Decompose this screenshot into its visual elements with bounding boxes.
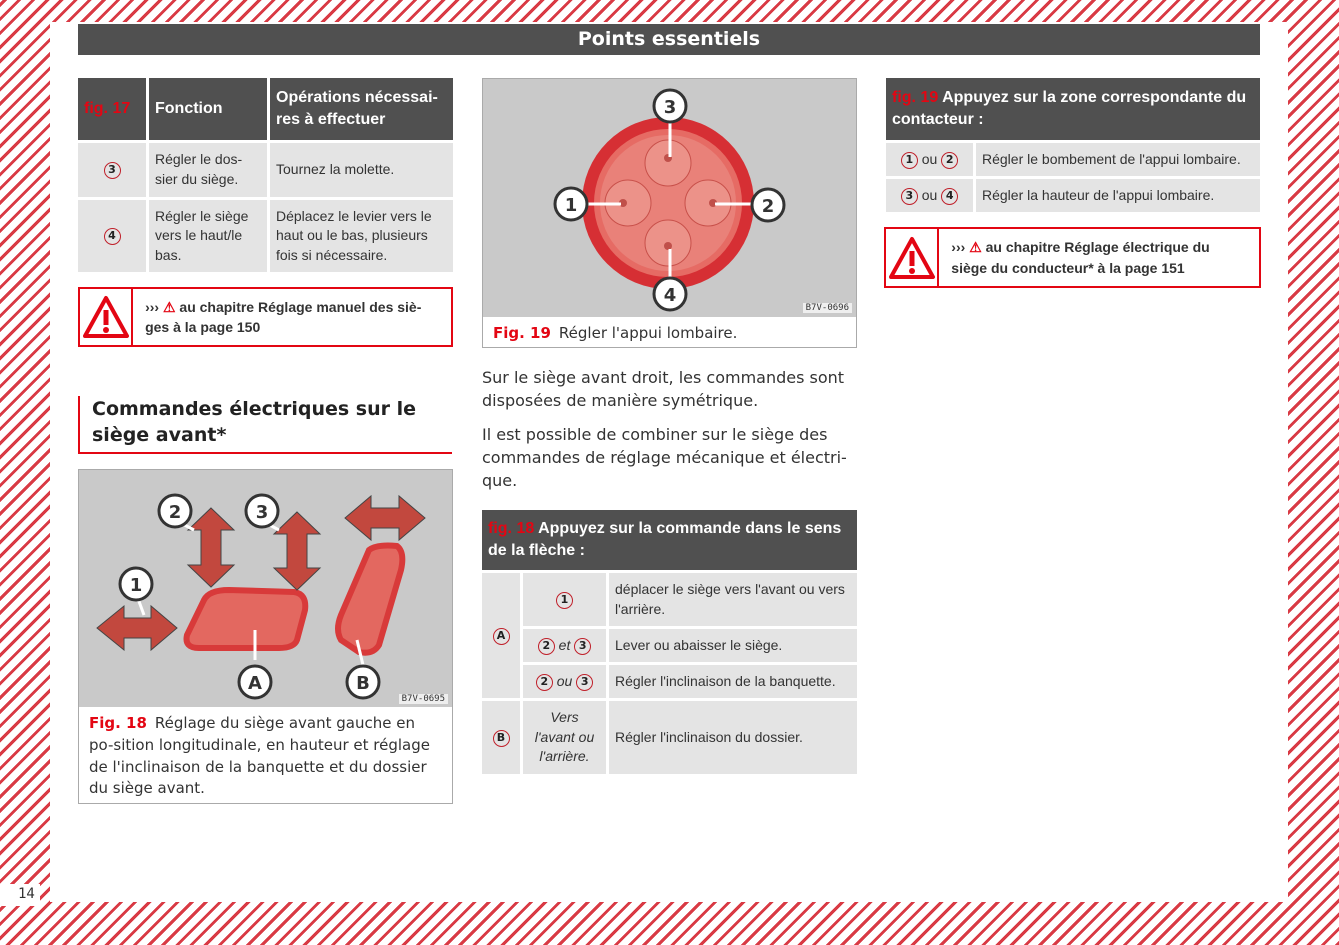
paragraph: Sur le siège avant droit, les commandes sont disposées de manière symétrique. bbox=[482, 368, 845, 411]
cell-fonction: Régler le siège vers le haut/le bas. bbox=[149, 200, 267, 272]
num-marker: 2 bbox=[536, 674, 553, 691]
table-header-fig: fig. 17 bbox=[78, 78, 146, 140]
caption-text: Réglage du siège avant gauche en po-sition longitudinale, en hauteur et réglage de l'inclinaison de la banquette et du dossier du siège avant. bbox=[89, 714, 430, 798]
caption-text: Régler l'appui lombaire. bbox=[558, 324, 738, 342]
table-row bbox=[78, 200, 453, 272]
figure-18 bbox=[78, 469, 453, 804]
warning-triangle-icon bbox=[80, 289, 133, 345]
cell-operation: Tournez la molette. bbox=[270, 143, 453, 197]
svg-text:2: 2 bbox=[168, 502, 182, 523]
svg-text:2: 2 bbox=[761, 196, 775, 217]
table-row bbox=[482, 701, 857, 774]
figure-caption bbox=[483, 317, 856, 351]
conjunction: et bbox=[558, 636, 571, 653]
warning-box bbox=[884, 227, 1261, 288]
figure-label: Fig. 18 bbox=[89, 714, 147, 732]
num-marker: 3 bbox=[576, 674, 593, 691]
figure-code: B7V-0695 bbox=[399, 694, 448, 704]
table-row bbox=[482, 629, 857, 662]
conjunction: ou bbox=[921, 150, 938, 167]
cell-text: Régler l'inclinaison de la banquette. bbox=[609, 665, 857, 698]
num-marker: 3 bbox=[104, 162, 121, 179]
marker-1 bbox=[120, 568, 152, 600]
figure-19-image bbox=[483, 79, 856, 317]
num-marker: 3 bbox=[574, 638, 591, 655]
num-marker: 4 bbox=[104, 228, 121, 245]
table-header: fig. 18 Appuyez sur la commande dans le sens de la flèche : bbox=[482, 510, 857, 570]
marker-1 bbox=[555, 188, 587, 220]
svg-text:1: 1 bbox=[129, 575, 143, 596]
small-warning-icon: ⚠ bbox=[162, 298, 176, 315]
warning-box bbox=[78, 287, 453, 347]
marker-2 bbox=[159, 495, 191, 527]
svg-text:4: 4 bbox=[663, 285, 677, 306]
figure-18-image bbox=[79, 470, 452, 707]
table-header-operations: Opérations nécessai-res à effectuer bbox=[270, 78, 453, 140]
control-direction: Vers l'avant ou l'arrière. bbox=[534, 709, 595, 765]
num-marker: 1 bbox=[901, 152, 918, 169]
section-title: Commandes électriques sur le siège avant* bbox=[78, 396, 452, 454]
table-fig19 bbox=[883, 75, 1263, 215]
figure-label: Fig. 19 bbox=[493, 324, 551, 342]
page-number: 14 bbox=[0, 884, 40, 906]
svg-text:B: B bbox=[356, 673, 370, 694]
conjunction: ou bbox=[921, 186, 938, 203]
table-row bbox=[482, 573, 857, 626]
cell-text: Régler le bombement de l'appui lombaire. bbox=[976, 143, 1260, 176]
warning-link[interactable]: ››› ⚠ au chapitre Réglage manuel des siè-ges à la page 150 bbox=[145, 298, 422, 335]
table-header-fonction: Fonction bbox=[149, 78, 267, 140]
group-marker-B: B bbox=[493, 730, 510, 747]
marker-4 bbox=[654, 278, 686, 310]
svg-text:A: A bbox=[248, 673, 262, 694]
num-marker: 2 bbox=[538, 638, 555, 655]
cell-operation: Déplacez le levier vers le haut ou le bas, plusieurs fois si nécessaire. bbox=[270, 200, 453, 272]
table-fig17 bbox=[75, 75, 456, 275]
table-row bbox=[886, 143, 1260, 176]
marker-2 bbox=[752, 189, 784, 221]
group-marker-A: A bbox=[493, 628, 510, 645]
figure-caption bbox=[79, 707, 452, 806]
table-fig18 bbox=[479, 507, 860, 777]
figure-19 bbox=[482, 78, 857, 348]
page-header: Points essentiels bbox=[78, 24, 1260, 55]
paragraph: Il est possible de combiner sur le siège des commandes de réglage mécanique et électri-que. bbox=[482, 425, 847, 491]
conjunction: ou bbox=[556, 672, 573, 689]
small-warning-icon: ⚠ bbox=[969, 239, 982, 256]
cell-text: Régler la hauteur de l'appui lombaire. bbox=[976, 179, 1260, 212]
table-header: fig. 19 Appuyez sur la zone correspondante du contacteur : bbox=[886, 78, 1260, 140]
table-row bbox=[886, 179, 1260, 212]
marker-B bbox=[347, 666, 379, 698]
warning-link[interactable]: ››› ⚠ au chapitre Réglage électrique du siège du conducteur* à la page 151 bbox=[951, 239, 1210, 276]
cell-text: Lever ou abaisser le siège. bbox=[609, 629, 857, 662]
cell-text: Régler l'inclinaison du dossier. bbox=[609, 701, 857, 774]
num-marker: 1 bbox=[556, 592, 573, 609]
cell-fonction: Régler le dos-sier du siège. bbox=[149, 143, 267, 197]
figure-code: B7V-0696 bbox=[803, 303, 852, 313]
num-marker: 4 bbox=[941, 188, 958, 205]
marker-3 bbox=[246, 495, 278, 527]
table-row bbox=[78, 143, 453, 197]
svg-text:3: 3 bbox=[663, 97, 677, 118]
warning-triangle-icon bbox=[886, 229, 939, 286]
num-marker: 2 bbox=[941, 152, 958, 169]
table-row bbox=[482, 665, 857, 698]
cell-text: déplacer le siège vers l'avant ou vers l'arrière. bbox=[609, 573, 857, 626]
num-marker: 3 bbox=[901, 188, 918, 205]
svg-text:3: 3 bbox=[255, 502, 269, 523]
marker-A bbox=[239, 666, 271, 698]
marker-3 bbox=[654, 90, 686, 122]
svg-text:1: 1 bbox=[564, 195, 578, 216]
